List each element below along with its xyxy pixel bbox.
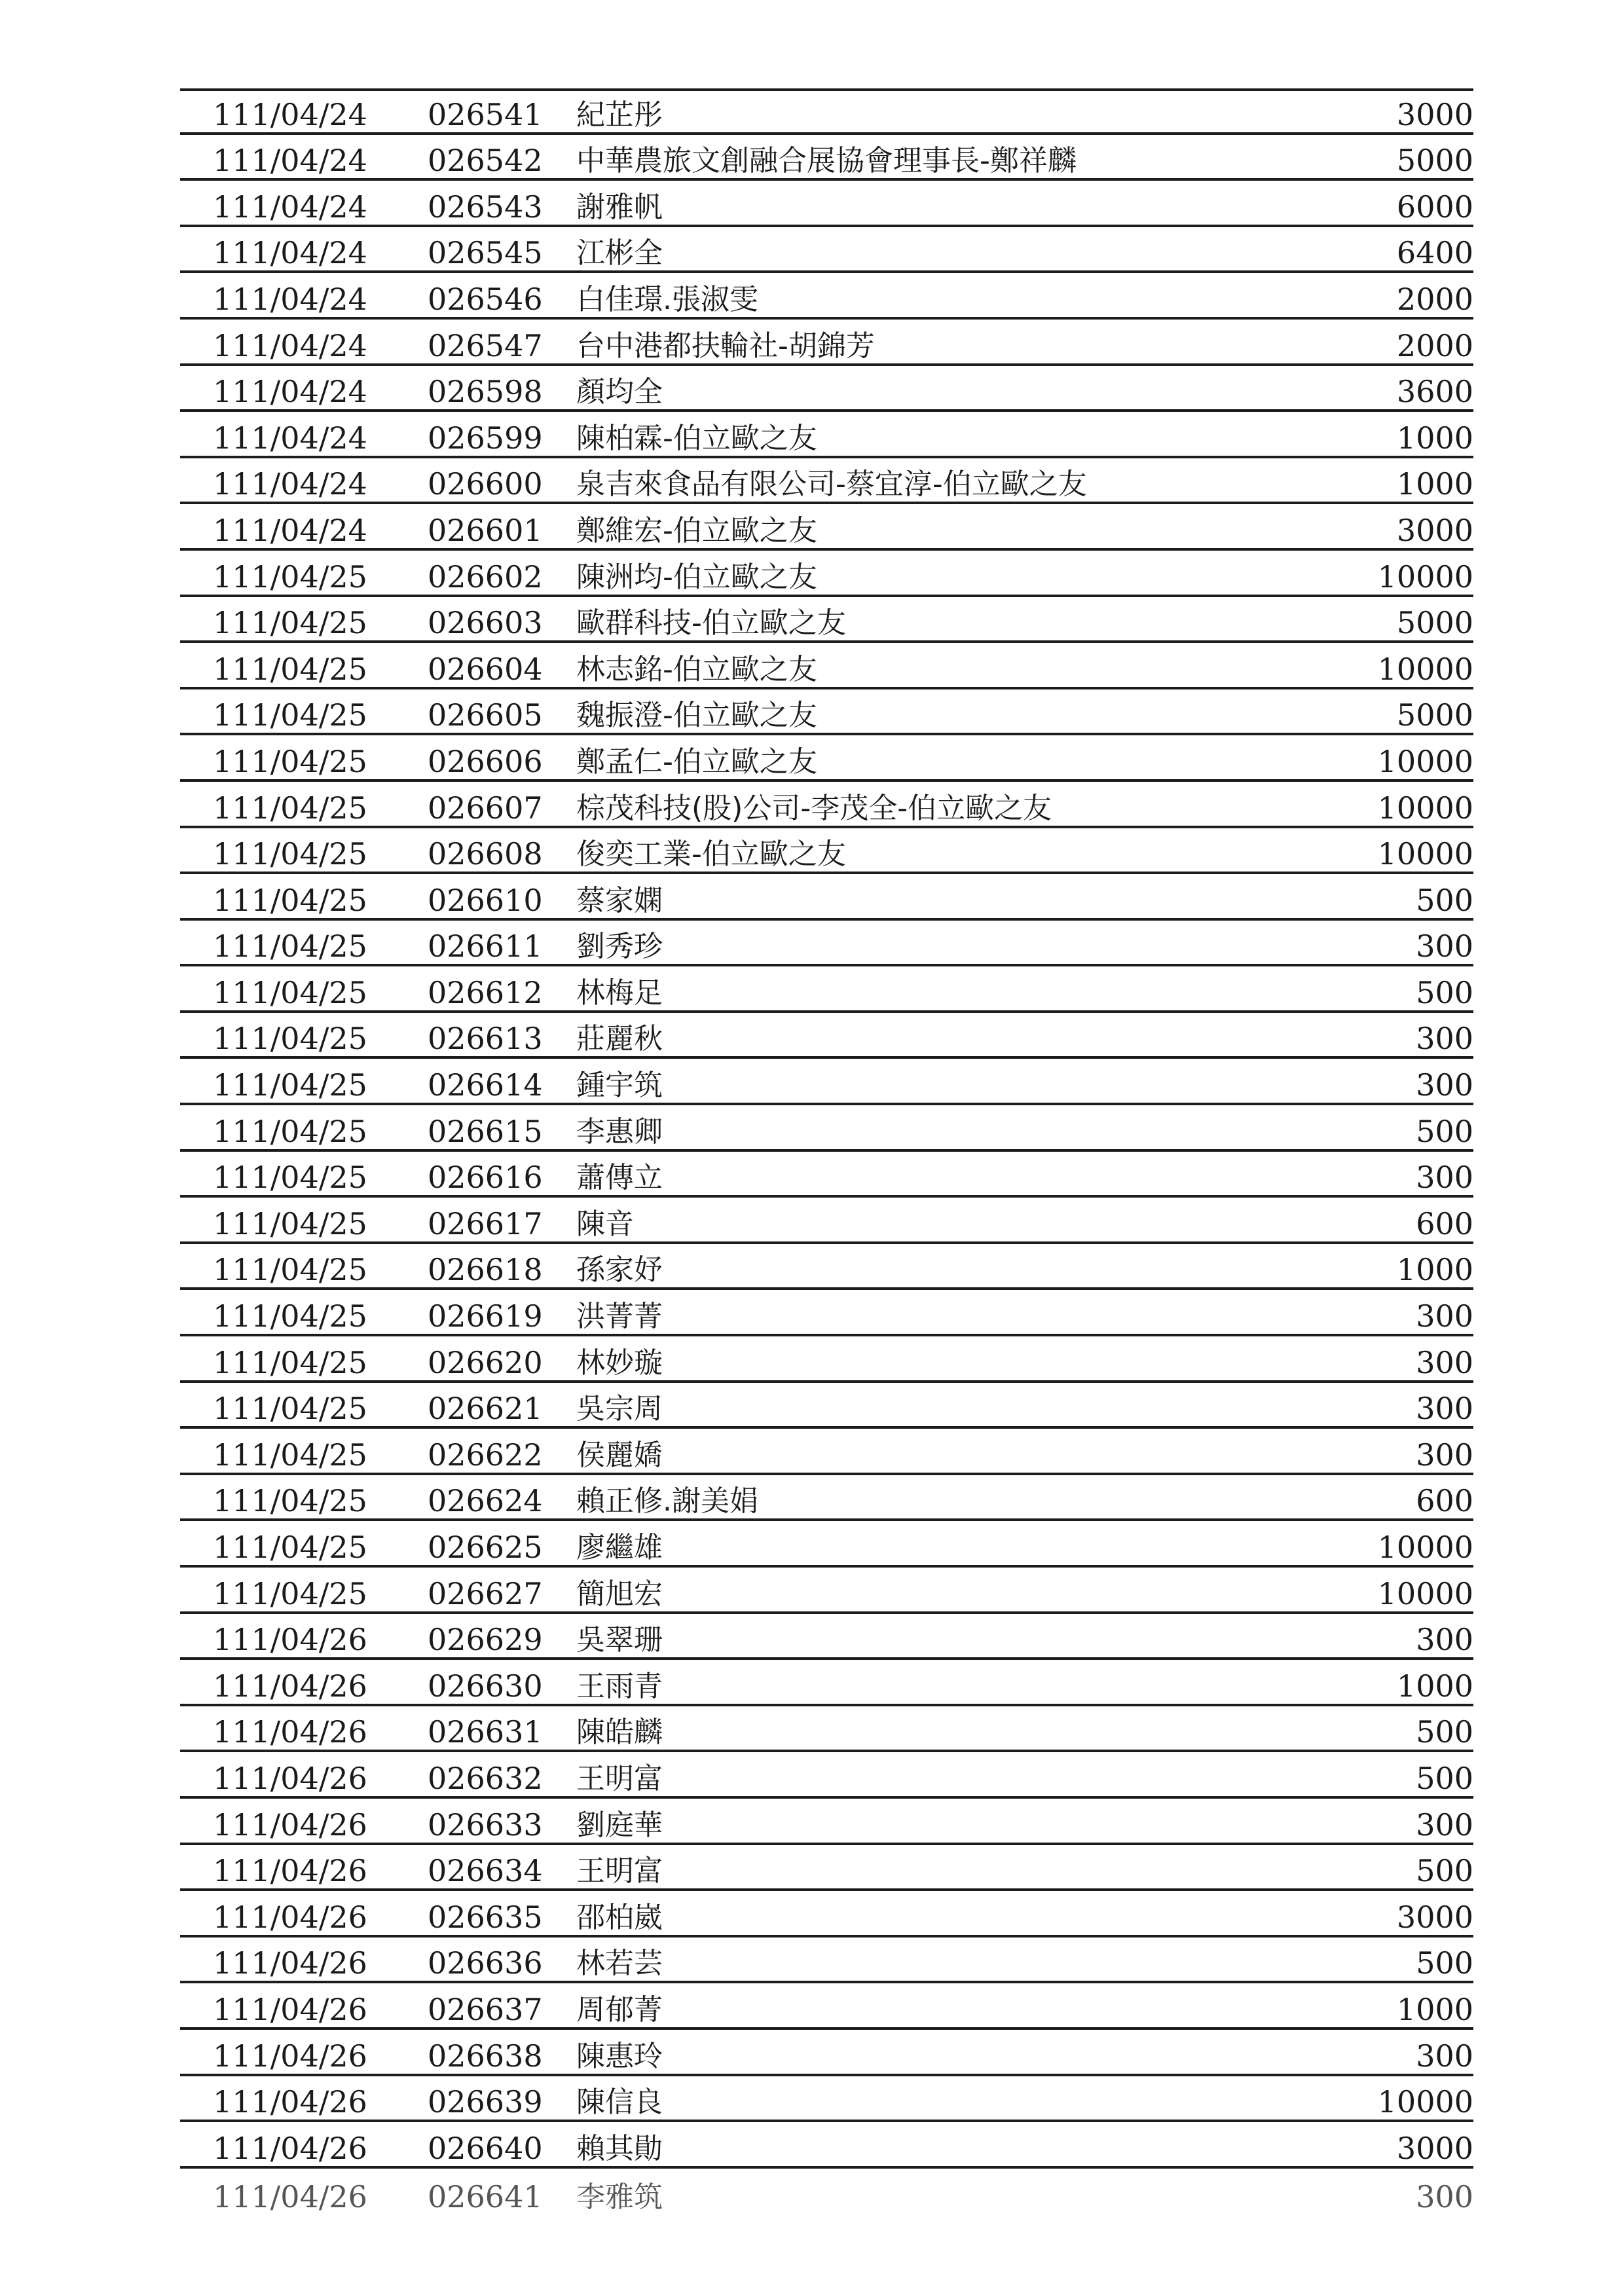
amount-cell: 2000 <box>1396 327 1473 363</box>
amount-cell: 600 <box>1416 1205 1473 1241</box>
donor-name-cell: 鍾宇筑 <box>576 1069 663 1103</box>
donor-name-cell: 吳翠珊 <box>576 1623 663 1657</box>
table-row <box>180 1336 1473 1383</box>
receipt-number-cell: 026541 <box>428 96 543 132</box>
receipt-number-cell: 026640 <box>428 2130 543 2166</box>
receipt-number-cell: 026619 <box>428 1298 543 1334</box>
table-row <box>180 88 1473 135</box>
table-row <box>180 1290 1473 1336</box>
table-row <box>180 689 1473 736</box>
donor-name-cell: 謝雅帆 <box>576 190 663 224</box>
table-row <box>180 1752 1473 1799</box>
date-cell: 111/04/25 <box>213 1437 367 1473</box>
donor-name-cell: 廖繼雄 <box>576 1531 663 1564</box>
date-cell: 111/04/26 <box>213 1714 367 1750</box>
date-cell: 111/04/24 <box>213 96 367 132</box>
donor-name-cell: 蔡家嫻 <box>576 883 663 917</box>
date-cell: 111/04/25 <box>213 605 367 641</box>
receipt-number-cell: 026632 <box>428 1760 543 1796</box>
receipt-number-cell: 026543 <box>428 189 543 225</box>
table-row <box>180 1105 1473 1152</box>
table-row <box>180 1937 1473 1984</box>
date-cell: 111/04/26 <box>213 2130 367 2166</box>
amount-cell: 300 <box>1416 1437 1473 1473</box>
donor-name-cell: 紀芷彤 <box>576 98 663 132</box>
donor-name-cell: 白佳璟.張淑雯 <box>576 282 758 316</box>
amount-cell: 2000 <box>1396 281 1473 317</box>
amount-cell: 600 <box>1416 1483 1473 1519</box>
table-row <box>180 551 1473 597</box>
receipt-number-cell: 026607 <box>428 790 543 826</box>
date-cell: 111/04/25 <box>213 1252 367 1288</box>
date-cell: 111/04/25 <box>213 974 367 1010</box>
donor-name-cell: 賴正修.謝美娟 <box>576 1484 758 1518</box>
receipt-number-cell: 026616 <box>428 1160 543 1196</box>
table-row <box>180 1198 1473 1244</box>
date-cell: 111/04/24 <box>213 466 367 502</box>
table-row <box>180 782 1473 828</box>
amount-cell: 500 <box>1416 1945 1473 1981</box>
receipt-number-cell: 026622 <box>428 1437 543 1473</box>
table-row <box>180 1983 1473 2030</box>
receipt-number-cell: 026630 <box>428 1668 543 1704</box>
amount-cell: 5000 <box>1396 697 1473 733</box>
amount-cell: 10000 <box>1377 790 1473 826</box>
receipt-number-cell: 026624 <box>428 1483 543 1519</box>
donor-name-cell: 陳皓麟 <box>576 1716 663 1750</box>
receipt-number-cell: 026634 <box>428 1853 543 1889</box>
donor-name-cell: 江彬全 <box>576 236 663 270</box>
date-cell: 111/04/25 <box>213 1530 367 1565</box>
donor-name-cell: 顏均全 <box>576 375 663 409</box>
date-cell: 111/04/25 <box>213 928 367 964</box>
date-cell: 111/04/24 <box>213 281 367 317</box>
date-cell: 111/04/25 <box>213 1067 367 1103</box>
receipt-number-cell: 026638 <box>428 2038 543 2074</box>
date-cell: 111/04/25 <box>213 1160 367 1196</box>
amount-cell: 300 <box>1416 1344 1473 1380</box>
receipt-number-cell: 026598 <box>428 374 543 410</box>
date-cell: 111/04/25 <box>213 1391 367 1427</box>
donation-ledger-table <box>180 88 1473 2214</box>
donor-name-cell: 林若芸 <box>576 1947 663 1981</box>
donor-name-cell: 林妙璇 <box>576 1346 663 1380</box>
receipt-number-cell: 026618 <box>428 1252 543 1288</box>
receipt-number-cell: 026546 <box>428 281 543 317</box>
date-cell: 111/04/25 <box>213 1205 367 1241</box>
date-cell: 111/04/26 <box>213 1945 367 1981</box>
table-row <box>180 366 1473 413</box>
date-cell: 111/04/25 <box>213 1021 367 1057</box>
table-row <box>180 643 1473 689</box>
amount-cell: 300 <box>1416 1622 1473 1658</box>
date-cell: 111/04/25 <box>213 697 367 733</box>
amount-cell: 10000 <box>1377 651 1473 687</box>
date-cell: 111/04/25 <box>213 882 367 918</box>
amount-cell: 300 <box>1416 1807 1473 1843</box>
date-cell: 111/04/25 <box>213 1344 367 1380</box>
receipt-number-cell: 026613 <box>428 1021 543 1057</box>
receipt-number-cell: 026617 <box>428 1205 543 1241</box>
table-row <box>180 273 1473 320</box>
amount-cell: 300 <box>1416 1160 1473 1196</box>
date-cell: 111/04/26 <box>213 2038 367 2074</box>
donor-name-cell: 賴其勛 <box>576 2131 663 2165</box>
table-row <box>180 1152 1473 1198</box>
receipt-number-cell: 026631 <box>428 1714 543 1750</box>
donor-name-cell: 洪菁菁 <box>576 1300 663 1334</box>
receipt-number-cell: 026614 <box>428 1067 543 1103</box>
receipt-number-cell: 026637 <box>428 1991 543 2027</box>
table-row <box>180 2169 1473 2215</box>
amount-cell: 500 <box>1416 1853 1473 1889</box>
receipt-number-cell: 026600 <box>428 466 543 502</box>
table-row <box>180 828 1473 875</box>
table-row <box>180 1059 1473 1105</box>
table-row <box>180 504 1473 551</box>
amount-cell: 6400 <box>1396 235 1473 271</box>
table-row <box>180 1429 1473 1475</box>
donor-name-cell: 台中港都扶輪社-胡錦芳 <box>576 329 875 363</box>
date-cell: 111/04/26 <box>213 2179 367 2215</box>
donor-name-cell: 王明富 <box>576 1761 663 1795</box>
table-row <box>180 874 1473 921</box>
donor-name-cell: 王明富 <box>576 1854 663 1888</box>
donor-name-cell: 棕茂科技(股)公司-李茂全-伯立歐之友 <box>576 791 1052 825</box>
receipt-number-cell: 026641 <box>428 2179 543 2215</box>
receipt-number-cell: 026615 <box>428 1113 543 1149</box>
receipt-number-cell: 026608 <box>428 836 543 872</box>
amount-cell: 1000 <box>1396 1668 1473 1704</box>
receipt-number-cell: 026621 <box>428 1391 543 1427</box>
table-row <box>180 1013 1473 1059</box>
table-row <box>180 135 1473 181</box>
date-cell: 111/04/25 <box>213 651 367 687</box>
amount-cell: 5000 <box>1396 605 1473 641</box>
date-cell: 111/04/26 <box>213 1760 367 1796</box>
donor-name-cell: 林志銘-伯立歐之友 <box>576 652 817 686</box>
date-cell: 111/04/24 <box>213 327 367 363</box>
table-row <box>180 966 1473 1013</box>
table-row <box>180 2122 1473 2169</box>
amount-cell: 300 <box>1416 1067 1473 1103</box>
donor-name-cell: 鄭維宏-伯立歐之友 <box>576 513 817 547</box>
receipt-number-cell: 026627 <box>428 1575 543 1611</box>
amount-cell: 3000 <box>1396 2130 1473 2166</box>
amount-cell: 500 <box>1416 1714 1473 1750</box>
table-row <box>180 458 1473 505</box>
donor-name-cell: 周郁菁 <box>576 1992 663 2027</box>
table-row <box>180 181 1473 227</box>
receipt-number-cell: 026639 <box>428 2084 543 2120</box>
receipt-number-cell: 026633 <box>428 1807 543 1843</box>
table-row <box>180 1568 1473 1614</box>
receipt-number-cell: 026636 <box>428 1945 543 1981</box>
date-cell: 111/04/26 <box>213 1668 367 1704</box>
date-cell: 111/04/25 <box>213 1575 367 1611</box>
amount-cell: 3000 <box>1396 512 1473 548</box>
donor-name-cell: 蕭傳立 <box>576 1161 663 1195</box>
amount-cell: 6000 <box>1396 189 1473 225</box>
receipt-number-cell: 026611 <box>428 928 543 964</box>
amount-cell: 10000 <box>1377 1575 1473 1611</box>
date-cell: 111/04/25 <box>213 836 367 872</box>
donor-name-cell: 孫家妤 <box>576 1253 663 1287</box>
amount-cell: 500 <box>1416 1760 1473 1796</box>
table-row <box>180 1891 1473 1937</box>
date-cell: 111/04/24 <box>213 512 367 548</box>
receipt-number-cell: 026612 <box>428 974 543 1010</box>
donor-name-cell: 歐群科技-伯立歐之友 <box>576 606 846 640</box>
amount-cell: 1000 <box>1396 420 1473 456</box>
table-row <box>180 597 1473 644</box>
date-cell: 111/04/26 <box>213 1622 367 1658</box>
donor-name-cell: 魏振澄-伯立歐之友 <box>576 699 817 733</box>
table-row <box>180 227 1473 274</box>
date-cell: 111/04/26 <box>213 1899 367 1935</box>
amount-cell: 500 <box>1416 974 1473 1010</box>
donor-name-cell: 林梅足 <box>576 976 663 1010</box>
receipt-number-cell: 026542 <box>428 143 543 179</box>
receipt-number-cell: 026635 <box>428 1899 543 1935</box>
donor-name-cell: 鄭孟仁-伯立歐之友 <box>576 744 817 779</box>
donor-name-cell: 簡旭宏 <box>576 1577 663 1611</box>
receipt-number-cell: 026604 <box>428 651 543 687</box>
date-cell: 111/04/25 <box>213 1483 367 1519</box>
receipt-number-cell: 026601 <box>428 512 543 548</box>
table-row <box>180 1845 1473 1892</box>
table-row <box>180 1799 1473 1845</box>
date-cell: 111/04/26 <box>213 1991 367 2027</box>
amount-cell: 1000 <box>1396 1991 1473 2027</box>
amount-cell: 3000 <box>1396 1899 1473 1935</box>
date-cell: 111/04/25 <box>213 790 367 826</box>
receipt-number-cell: 026629 <box>428 1622 543 1658</box>
table-row <box>180 1706 1473 1753</box>
table-row <box>180 320 1473 366</box>
date-cell: 111/04/25 <box>213 743 367 779</box>
amount-cell: 10000 <box>1377 2084 1473 2120</box>
table-row <box>180 2030 1473 2076</box>
date-cell: 111/04/26 <box>213 1807 367 1843</box>
donor-name-cell: 俊奕工業-伯立歐之友 <box>576 837 846 872</box>
amount-cell: 300 <box>1416 2038 1473 2074</box>
table-row <box>180 1614 1473 1661</box>
receipt-number-cell: 026599 <box>428 420 543 456</box>
date-cell: 111/04/24 <box>213 189 367 225</box>
receipt-number-cell: 026545 <box>428 235 543 271</box>
receipt-number-cell: 026547 <box>428 327 543 363</box>
amount-cell: 5000 <box>1396 143 1473 179</box>
donor-name-cell: 莊麗秋 <box>576 1022 663 1056</box>
amount-cell: 10000 <box>1377 1530 1473 1565</box>
receipt-number-cell: 026625 <box>428 1530 543 1565</box>
table-row <box>180 735 1473 782</box>
donor-name-cell: 陳惠玲 <box>576 2039 663 2073</box>
date-cell: 111/04/24 <box>213 235 367 271</box>
donor-name-cell: 邵柏崴 <box>576 1900 663 1934</box>
amount-cell: 3000 <box>1396 96 1473 132</box>
donor-name-cell: 李雅筑 <box>576 2180 663 2214</box>
amount-cell: 300 <box>1416 2179 1473 2215</box>
table-row <box>180 2076 1473 2123</box>
date-cell: 111/04/25 <box>213 1298 367 1334</box>
donor-name-cell: 王雨青 <box>576 1669 663 1703</box>
amount-cell: 300 <box>1416 928 1473 964</box>
amount-cell: 300 <box>1416 1391 1473 1427</box>
amount-cell: 10000 <box>1377 743 1473 779</box>
date-cell: 111/04/25 <box>213 559 367 595</box>
amount-cell: 1000 <box>1396 466 1473 502</box>
table-row <box>180 1660 1473 1706</box>
table-row <box>180 1383 1473 1429</box>
amount-cell: 500 <box>1416 1113 1473 1149</box>
donor-name-cell: 泉吉來食品有限公司-蔡宜淳-伯立歐之友 <box>576 468 1087 502</box>
date-cell: 111/04/24 <box>213 420 367 456</box>
date-cell: 111/04/26 <box>213 2084 367 2120</box>
donor-name-cell: 侯麗嬌 <box>576 1438 663 1472</box>
donor-name-cell: 中華農旅文創融合展協會理事長-鄭祥麟 <box>576 144 1077 178</box>
receipt-number-cell: 026606 <box>428 743 543 779</box>
receipt-number-cell: 026603 <box>428 605 543 641</box>
amount-cell: 500 <box>1416 882 1473 918</box>
donor-name-cell: 劉秀珍 <box>576 930 663 964</box>
receipt-number-cell: 026610 <box>428 882 543 918</box>
amount-cell: 300 <box>1416 1021 1473 1057</box>
receipt-number-cell: 026620 <box>428 1344 543 1380</box>
donor-name-cell: 陳洲均-伯立歐之友 <box>576 560 817 594</box>
amount-cell: 300 <box>1416 1298 1473 1334</box>
amount-cell: 10000 <box>1377 559 1473 595</box>
donor-name-cell: 陳音 <box>576 1207 634 1241</box>
date-cell: 111/04/26 <box>213 1853 367 1889</box>
date-cell: 111/04/24 <box>213 374 367 410</box>
table-row <box>180 412 1473 458</box>
table-row <box>180 1475 1473 1522</box>
donor-name-cell: 陳柏霖-伯立歐之友 <box>576 421 817 455</box>
amount-cell: 1000 <box>1396 1252 1473 1288</box>
date-cell: 111/04/24 <box>213 143 367 179</box>
table-row <box>180 1521 1473 1568</box>
date-cell: 111/04/25 <box>213 1113 367 1149</box>
table-row <box>180 1244 1473 1291</box>
receipt-number-cell: 026602 <box>428 559 543 595</box>
donor-name-cell: 李惠卿 <box>576 1114 663 1148</box>
amount-cell: 10000 <box>1377 836 1473 872</box>
amount-cell: 3600 <box>1396 374 1473 410</box>
table-row <box>180 921 1473 967</box>
donor-name-cell: 吳宗周 <box>576 1392 663 1426</box>
receipt-number-cell: 026605 <box>428 697 543 733</box>
donor-name-cell: 陳信良 <box>576 2085 663 2120</box>
donor-name-cell: 劉庭華 <box>576 1808 663 1842</box>
